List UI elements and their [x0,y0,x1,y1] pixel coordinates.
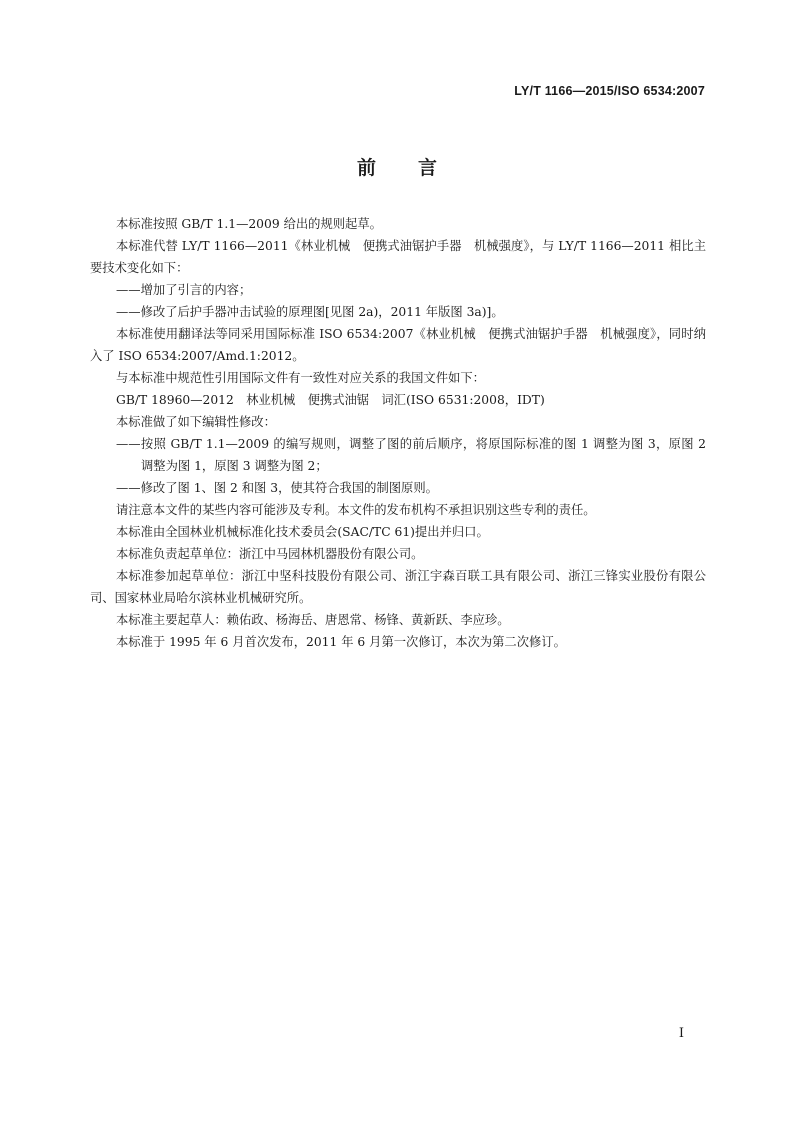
list-item: ——增加了引言的内容； [116,283,252,297]
list-item: ——修改了图 1、图 2 和图 3，使其符合我国的制图原则。 [116,481,438,495]
page-number: I [678,1026,684,1041]
paragraph: GB/T 18960—2012 林业机械 便携式油锯 词汇(ISO 6531:2008，IDT) [116,393,545,407]
paragraph: 本标准于 1995 年 6 月首次发布，2011 年 6 月第一次修订，本次为第二次修订。 [116,635,566,649]
paragraph: 本标准负责起草单位：浙江中马园林机器股份有限公司。 [116,547,424,561]
standard-code-header: LY/T 1166—2015/ISO 6534:2007 [514,84,705,98]
paragraph: 请注意本文件的某些内容可能涉及专利。本文件的发布机构不承担识别这些专利的责任。 [116,503,596,517]
paragraph: 本标准按照 GB/T 1.1—2009 给出的规则起草。 [116,217,382,231]
list-item: ——修改了后护手器冲击试验的原理图[见图 2a)，2011 年版图 3a)]。 [116,305,504,319]
list-item: ——按照 GB/T 1.1—2009 的编写规则，调整了图的前后顺序，将原国际标准的图 1 调整为图 3，原图 2 调整为图 1，原图 3 调整为图 2； [116,437,706,473]
paragraph: 本标准代替 LY/T 1166—2011《林业机械 便携式油锯护手器 机械强度》，与 LY/T 1166—2011 相比主要技术变化如下： [90,239,706,275]
paragraph: 本标准使用翻译法等同采用国际标准 ISO 6534:2007《林业机械 便携式油锯护手器 机械强度》，同时纳入了 ISO 6534:2007/Amd.1:2012。 [90,327,706,363]
paragraph: 本标准参加起草单位：浙江中坚科技股份有限公司、浙江宇森百联工具有限公司、浙江三锋实业股份有限公司、国家林业局哈尔滨林业机械研究所。 [90,569,706,605]
paragraph: 本标准由全国林业机械标准化技术委员会(SAC/TC 61)提出并归口。 [116,525,489,539]
paragraph: 本标准做了如下编辑性修改： [116,415,276,429]
paragraph: 与本标准中规范性引用国际文件有一致性对应关系的我国文件如下： [116,371,485,385]
document-body [90,213,706,653]
page-title: 前言 [356,157,479,179]
paragraph: 本标准主要起草人：赖佑政、杨海岳、唐恩常、杨锋、黄新跃、李应珍。 [116,613,510,627]
